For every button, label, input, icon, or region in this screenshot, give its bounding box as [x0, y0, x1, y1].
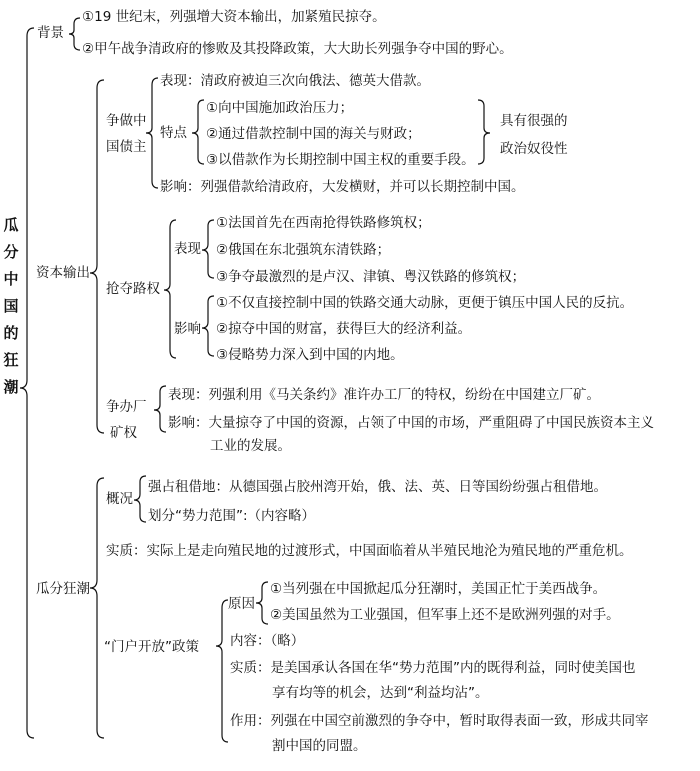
debt-label: 争做中 [106, 113, 147, 129]
root-title-char: 狂 [3, 351, 19, 369]
background-item: ①19 世纪末，列强增大资本输出，加紧殖民掠夺。 [82, 9, 386, 25]
debt-impact: 影响：列强借款给清政府，大发横财，并可以长期控制中国。 [160, 179, 525, 195]
features-summary: 具有很强的 [500, 113, 568, 129]
features-summary: 政治奴役性 [500, 141, 568, 157]
root-title-char: 中 [3, 270, 19, 288]
railway-manifestation-label: 表现 [174, 241, 201, 257]
feature-item: ①向中国施加政治压力； [206, 100, 354, 116]
railway-impact-brace [202, 296, 214, 356]
background-brace [69, 18, 80, 50]
factories-label: 争办厂 [106, 399, 147, 415]
railway-label: 抢夺路权 [106, 281, 160, 297]
overview-label: 概况 [106, 491, 133, 507]
railway-impact-label: 影响 [174, 321, 201, 337]
railway-manifestation-item: ③争夺最激烈的是卢汉、津镇、粤汉铁路的修筑权； [216, 269, 526, 285]
root-title-char: 分 [3, 243, 19, 261]
partition-essence: 实质：实际上是走向殖民地的过渡形式，中国面临着从半殖民地沦为殖民地的严重危机。 [106, 543, 633, 559]
railway-manifestation-item: ①法国首先在西南抢得铁路修筑权； [216, 215, 431, 231]
partition-label: 瓜分狂潮 [36, 581, 90, 597]
capital-export-brace [90, 80, 104, 433]
overview-item: 强占租借地：从德国强占胶州湾开始，俄、法、英、日等国纷纷强占租借地。 [148, 479, 607, 495]
factories-impact: 工业的发展。 [210, 438, 291, 454]
open-door-content: 内容：（略） [230, 633, 305, 649]
root-title-char: 瓜 [3, 216, 19, 234]
railway-impact-item: ③侵略势力深入到中国的内地。 [216, 347, 404, 363]
root-title-char: 国 [3, 297, 19, 315]
railway-manifestation-brace [202, 220, 214, 278]
background-item: ②甲午战争清政府的惨败及其投降政策，大大助长列强争夺中国的野心。 [82, 41, 513, 57]
railway-impact-item: ②掠夺中国的财富，获得巨大的经济利益。 [216, 321, 472, 337]
root-title-char: 潮 [3, 378, 19, 396]
open-door-effect: 作用：列强在中国空前激烈的争夺中，暂时取得表面一致，形成共同宰 [230, 713, 649, 729]
root-title-char: 的 [3, 324, 19, 342]
root-title [2, 212, 20, 401]
features-brace [192, 100, 204, 164]
railway-manifestation-item: ②俄国在东北强筑东清铁路； [216, 242, 391, 258]
reason-item: ②美国虽然为工业强国，但军事上还不是欧洲列强的对手。 [270, 607, 620, 623]
factories-label: 矿权 [110, 425, 137, 441]
open-door-essence: 享有均等的机会，达到“利益均沾”。 [272, 685, 489, 701]
open-door-brace [216, 600, 228, 742]
features-label: 特点 [160, 125, 187, 141]
debt-manifestation: 表现：清政府被迫三次向俄法、德英大借款。 [160, 73, 430, 89]
factories-brace [154, 386, 166, 432]
overview-item: 划分“势力范围”:（内容略） [148, 508, 316, 524]
reason-label: 原因 [228, 596, 255, 612]
background-label: 背景 [37, 25, 64, 41]
open-door-effect: 割中国的同盟。 [272, 738, 367, 754]
railway-impact-item: ①不仅直接控制中国的铁路交通大动脉，更便于镇压中国人民的反抗。 [216, 295, 634, 311]
feature-item: ③以借款作为长期控制中国主权的重要手段。 [206, 152, 475, 168]
reason-item: ①当列强在中国掀起瓜分狂潮时，美国正忙于美西战争。 [270, 581, 607, 597]
partition-brace [90, 478, 104, 738]
factories-impact: 影响：大量掠夺了中国的资源，占领了中国的市场，严重阻碍了中国民族资本主义 [168, 415, 654, 431]
feature-item: ②通过借款控制中国的海关与财政； [206, 126, 421, 142]
features-summary-brace [478, 100, 490, 164]
root-brace [20, 28, 34, 738]
reason-brace [256, 582, 268, 624]
debt-brace [146, 78, 158, 188]
factories-manifestation: 表现：列强利用《马关条约》准许办工厂的特权，纷纷在中国建立厂矿。 [168, 387, 600, 403]
open-door-essence: 实质：是美国承认各国在华“势力范围”内的既得利益，同时使美国也 [230, 660, 636, 676]
open-door-label: “门户开放”政策 [104, 639, 199, 655]
overview-brace [134, 476, 146, 522]
capital-export-label: 资本输出 [36, 265, 90, 281]
debt-label: 国债主 [106, 139, 147, 155]
